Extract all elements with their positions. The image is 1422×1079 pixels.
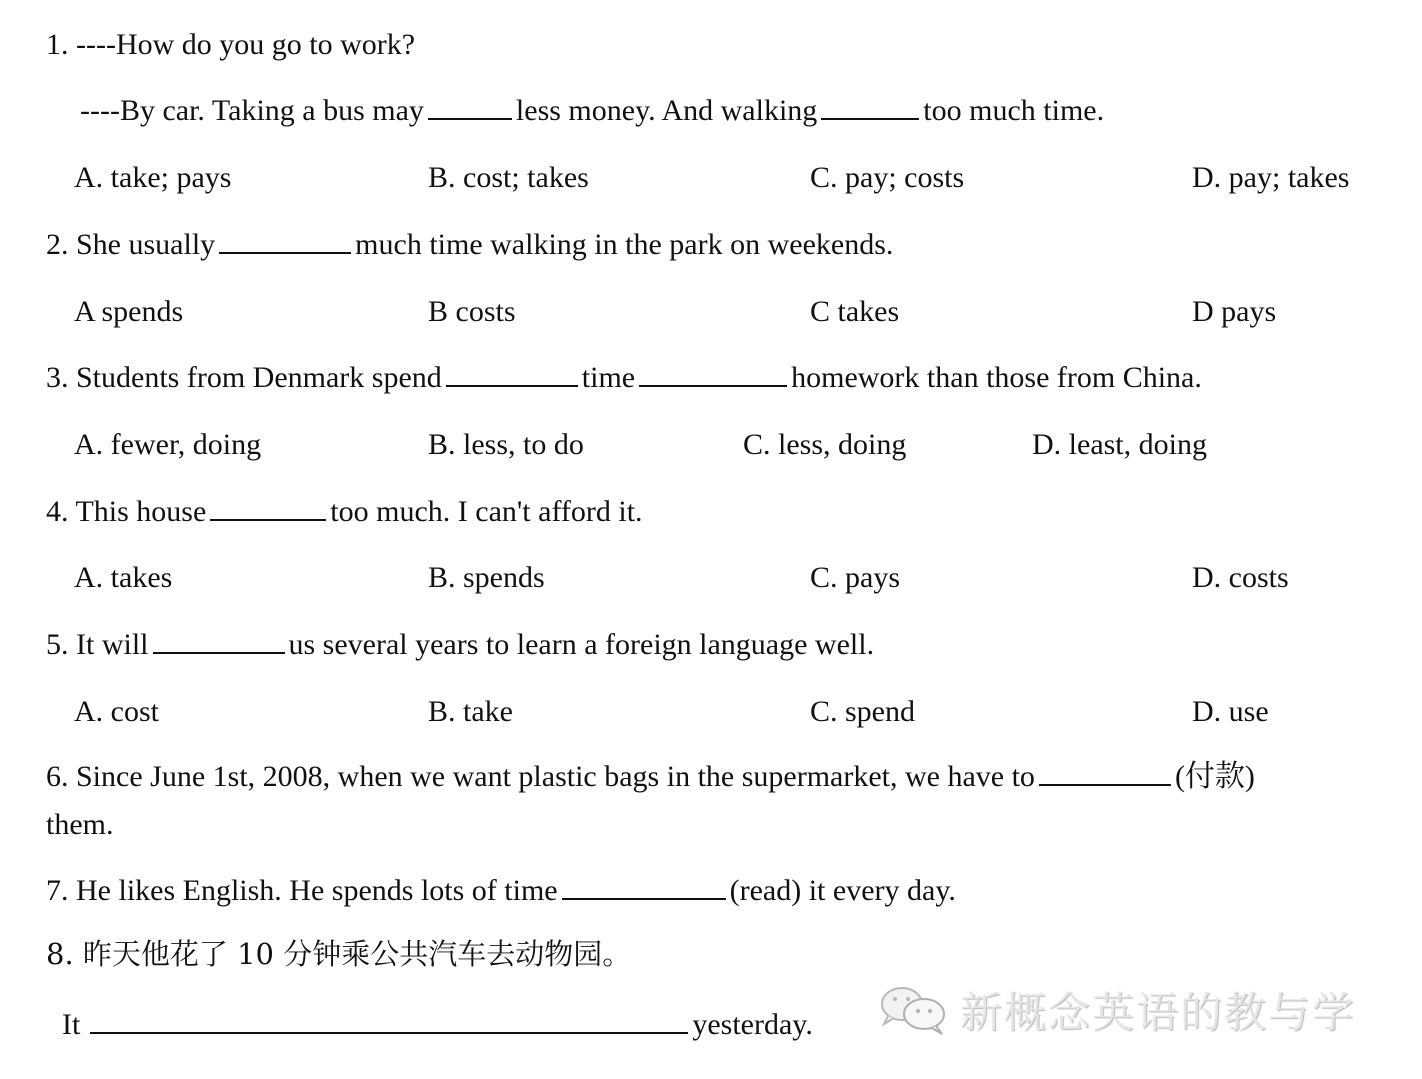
option-b: B. cost; takes — [428, 161, 589, 194]
option-b: B. take — [428, 695, 513, 728]
answer-blank[interactable] — [210, 518, 326, 521]
question-3-prompt — [46, 363, 1202, 393]
question-text: It will — [76, 628, 149, 661]
question-text: ----How do you go to work? — [76, 28, 416, 61]
question-text: much time walking in the park on weekends. — [355, 228, 894, 261]
question-text: He likes English. He spends lots of time — [76, 874, 558, 907]
watermark — [878, 982, 1356, 1038]
answer-blank[interactable] — [562, 897, 726, 900]
question-1-prompt — [46, 30, 415, 60]
question-6-continuation: them. — [46, 808, 114, 841]
option-b: B costs — [428, 295, 516, 328]
option-c: C. pays — [810, 561, 900, 594]
question-7-prompt — [46, 876, 956, 906]
wechat-icon — [878, 982, 950, 1038]
question-number: 5. — [46, 628, 69, 661]
question-text: time — [581, 361, 636, 394]
answer-blank[interactable] — [428, 117, 512, 120]
question-text: ----By car. Taking a bus may — [80, 94, 424, 127]
option-d: D. costs — [1192, 561, 1289, 594]
question-text: too much. I can't afford it. — [330, 495, 643, 528]
option-c: C. spend — [810, 695, 915, 728]
question-5-prompt — [46, 630, 874, 660]
question-hint: (付款) — [1174, 760, 1255, 793]
answer-blank[interactable] — [1039, 783, 1171, 786]
option-a: A. take; pays — [74, 161, 232, 194]
question-text: Since June 1st, 2008, when we want plastic bags in the supermarket, we have to — [76, 760, 1035, 793]
question-text: This house — [75, 495, 207, 528]
answer-blank[interactable] — [446, 384, 578, 387]
answer-blank[interactable] — [219, 251, 351, 254]
option-d: D. least, doing — [1032, 428, 1207, 461]
option-d: D. use — [1192, 695, 1269, 728]
option-c: C. less, doing — [743, 428, 907, 461]
option-a: A spends — [74, 295, 184, 328]
answer-blank[interactable] — [821, 117, 919, 120]
question-text: too much time. — [923, 94, 1105, 127]
answer-start-text: It — [62, 1008, 81, 1041]
question-text: less money. And walking — [515, 94, 818, 127]
question-4-prompt — [46, 497, 643, 527]
question-number: 3. — [46, 361, 69, 394]
option-a: A. cost — [74, 695, 159, 728]
question-text: Students from Denmark spend — [76, 361, 442, 394]
option-a: A. takes — [74, 561, 173, 594]
question-8-prompt — [46, 937, 632, 971]
question-text: us several years to learn a foreign language well. — [288, 628, 875, 661]
question-2-prompt — [46, 230, 893, 260]
question-number: 1. — [46, 28, 69, 61]
answer-blank[interactable] — [90, 1031, 688, 1034]
question-number: 8. — [46, 937, 74, 971]
option-b: B. spends — [428, 561, 545, 594]
question-text: homework than those from China. — [791, 361, 1202, 394]
question-8-answer-line — [62, 1010, 813, 1040]
option-a: A. fewer, doing — [74, 428, 262, 461]
option-b: B. less, to do — [428, 428, 584, 461]
answer-blank[interactable] — [639, 384, 787, 387]
answer-blank[interactable] — [153, 651, 285, 654]
question-hint: (read) it every day. — [729, 874, 956, 907]
option-c: C takes — [810, 295, 900, 328]
answer-end-text: yesterday. — [692, 1008, 813, 1041]
question-1-response — [80, 96, 1104, 126]
watermark-text: 新概念英语的教与学 — [960, 988, 1357, 1037]
option-d: D pays — [1192, 295, 1277, 328]
question-number: 4. — [46, 495, 69, 528]
question-number: 2. — [46, 228, 69, 261]
question-text: 昨天他花了 10 分钟乘公共汽车去动物园。 — [82, 937, 632, 971]
question-number: 6. — [46, 760, 69, 793]
option-c: C. pay; costs — [810, 161, 965, 194]
question-number: 7. — [46, 874, 69, 907]
question-6-prompt — [46, 762, 1255, 792]
question-text: She usually — [76, 228, 216, 261]
option-d: D. pay; takes — [1192, 161, 1350, 194]
